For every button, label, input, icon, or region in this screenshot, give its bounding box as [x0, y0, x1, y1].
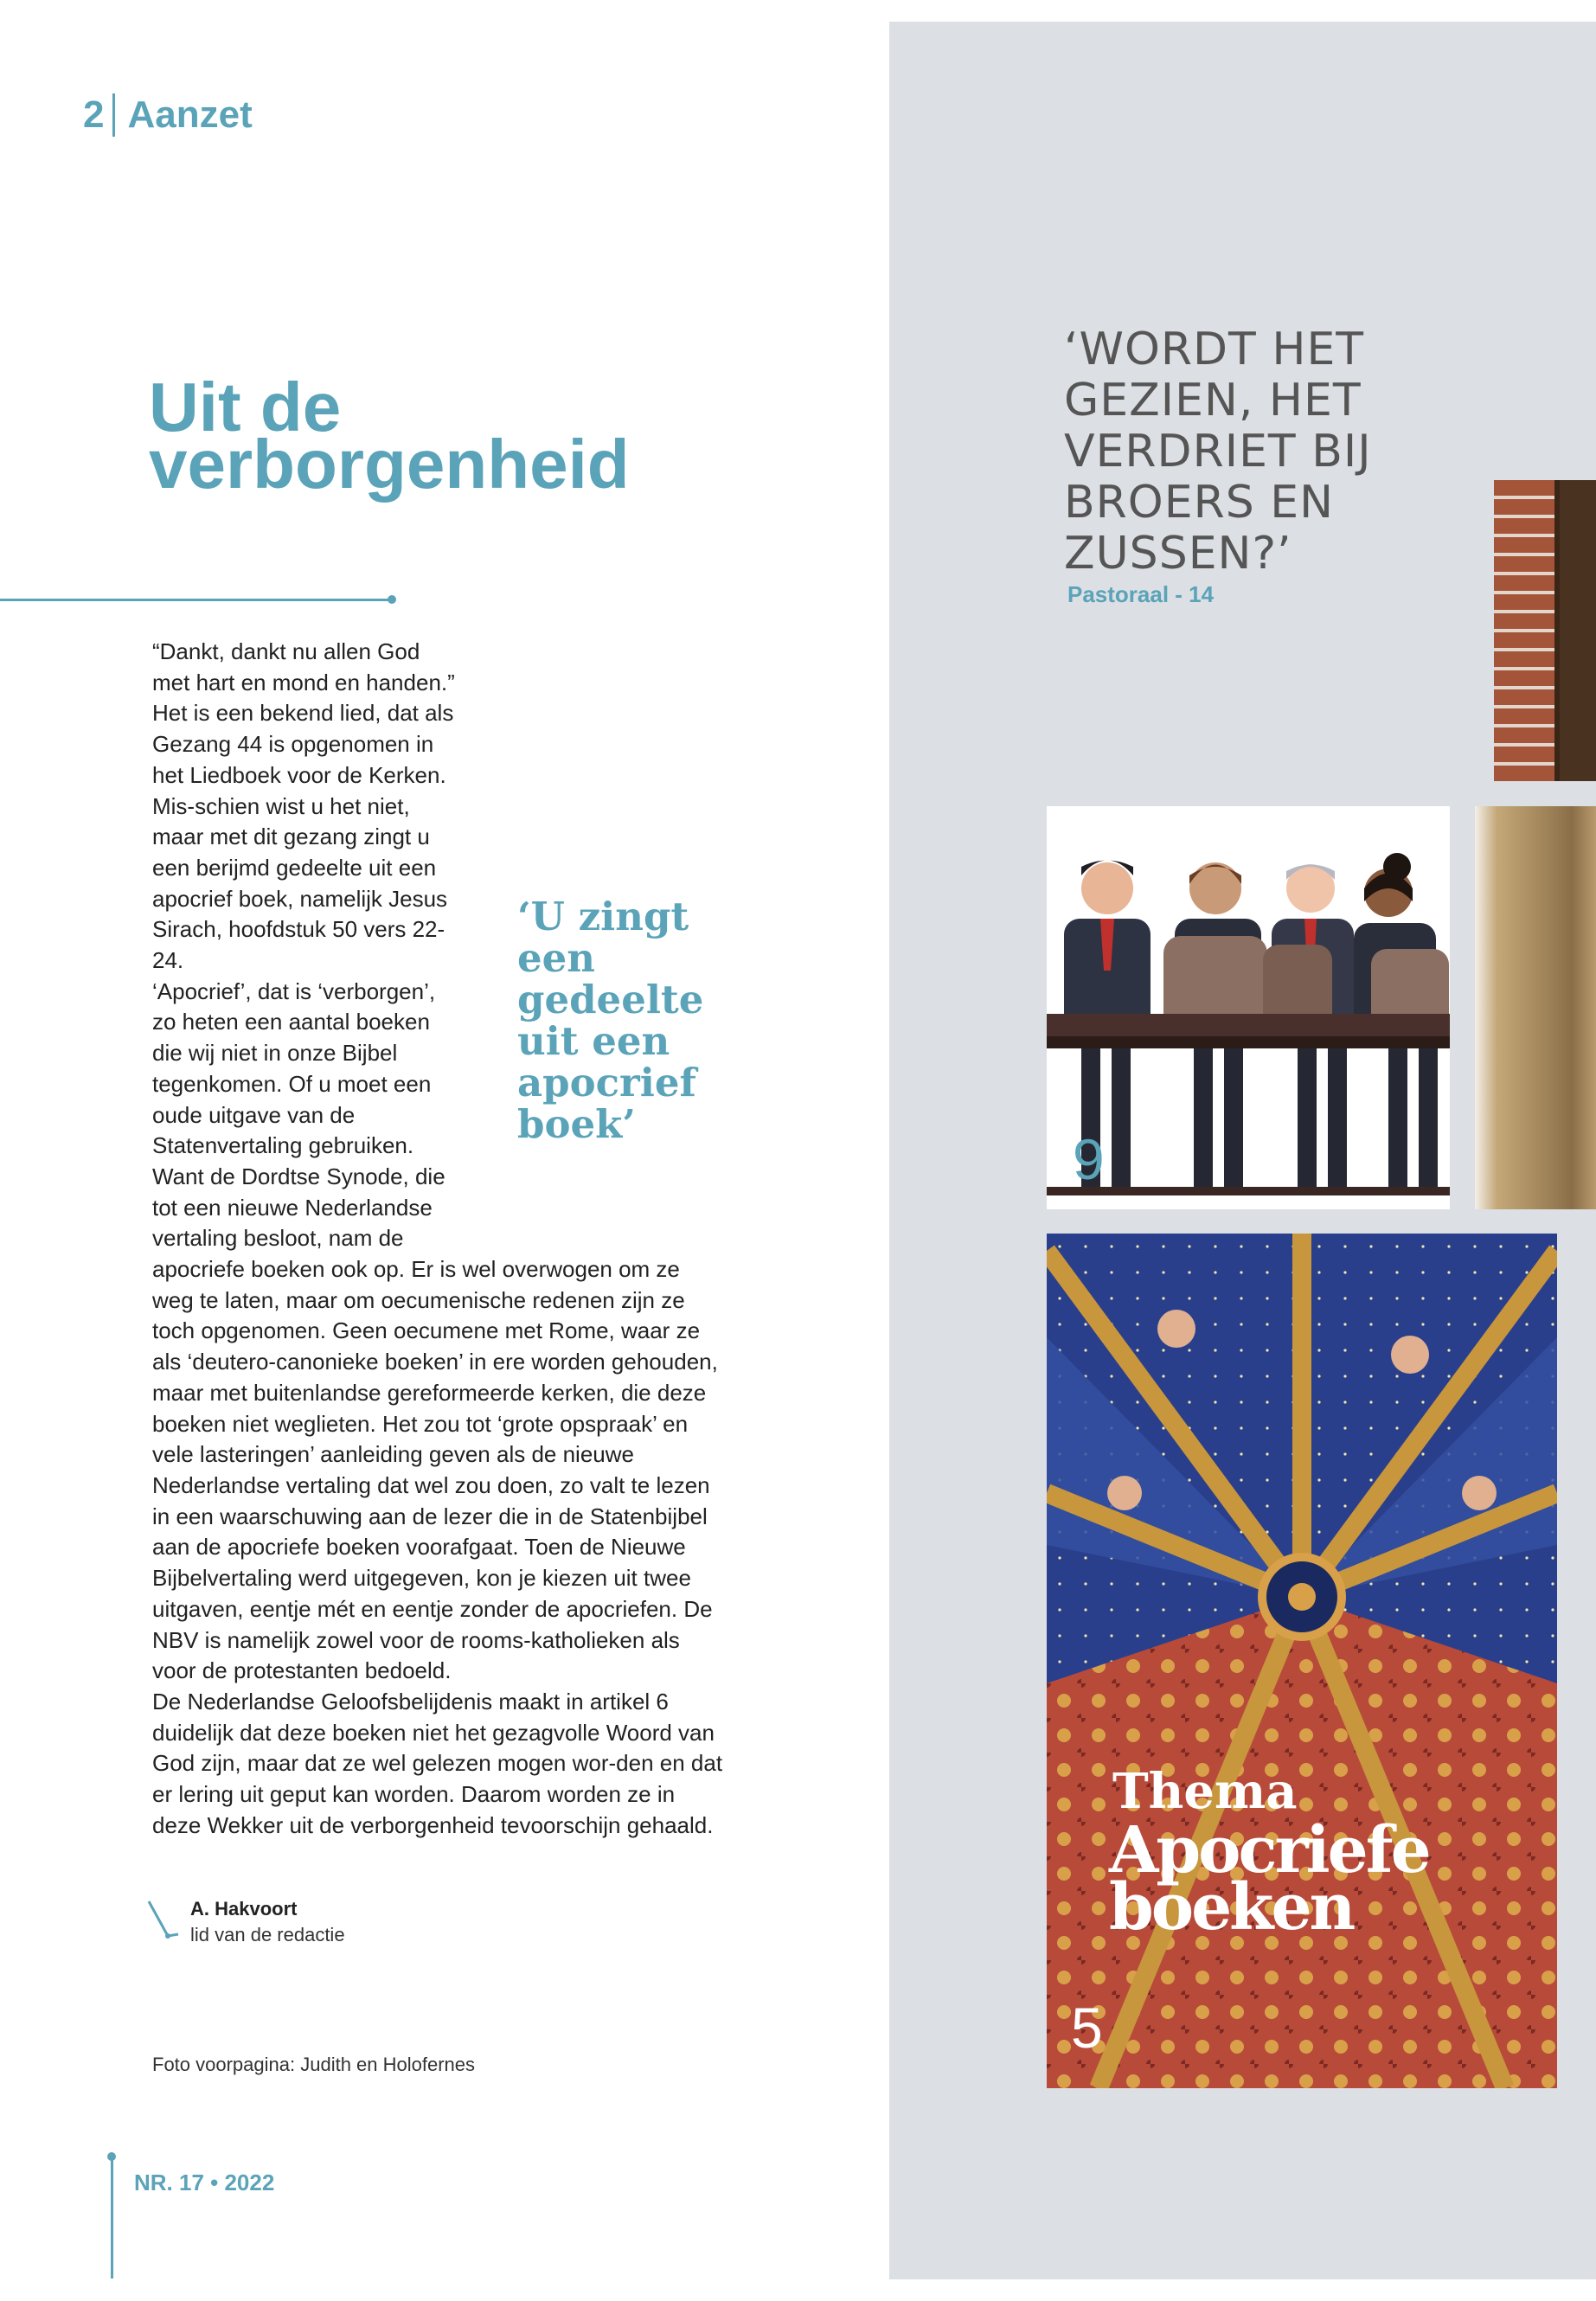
page-number: 2 — [83, 93, 105, 136]
title-divider-dot — [388, 595, 396, 604]
theme-page-number: 5 — [1071, 1996, 1103, 2060]
ceiling-cover-thumbnail[interactable] — [1047, 1234, 1557, 2088]
sidebar-quote-ref: Pastoraal - 14 — [1067, 581, 1215, 607]
section-name: Aanzet — [127, 93, 253, 136]
title-line-1: Uit de — [149, 369, 342, 445]
author-arrow-icon — [145, 1898, 180, 1950]
sidebar-quote: ‘WORDT HET GEZIEN, HET VERDRIET BIJ BROERS EN ZUSSEN?’ — [1064, 324, 1372, 580]
title-line-2: verborgenheid — [149, 426, 630, 503]
footer-rule-dot — [107, 2152, 116, 2161]
meeting-thumbnail[interactable] — [1047, 806, 1450, 1209]
theme-title: Apocriefe boeken — [1109, 1813, 1429, 1945]
paragraph-2: ‘Apocrief’, dat is ‘verborgen’, zo heten een aantal boeken die wij niet in onze Bijbel tegenkomen. Of u moet een oude uitgave van de Statenvertaling gebruiken. Want de Dordtse Synode, die tot een nieuwe Nederlandse vertaling besloot, nam de apocriefe boeken ook op. Er is wel overwogen om ze weg te laten, maar om oecumenische redenen zijn ze toch opgenomen. Geen oecumene met Rome, waar ze als ‘deutero-canonieke boeken’ in ere worden gehouden, maar met buitenlandse gereformeerde kerken, die deze boeken niet weglieten. Het zou tot ‘grote opspraak’ en vele lasteringen’ aanleiding geven als de nieuwe Nederlandse vertaling dat wel zou doen, zo valt te lezen in een waarschuwing aan de lezer die in de Statenbijbel aan de apocriefe boeken voorafgaat. Toen de Nieuwe Bijbelvertaling werd uitgegeven, kon je kiezen uit twee uitgaven, eentje mét en eentje zonder de apocriefen. De NBV is namelijk zowel voor de rooms-katholieken als voor de protestanten bedoeld. — [152, 977, 718, 1684]
person-1 — [1064, 861, 1151, 1041]
issue-number: NR. 17 • 2022 — [134, 2170, 275, 2195]
header-separator — [112, 93, 115, 137]
author-name: A. Hakvoort — [190, 1898, 298, 1920]
meeting-illustration — [1047, 806, 1450, 1209]
paragraph-1: “Dankt, dankt nu allen God met hart en mond en handen.” Het is een bekend lied, dat als Gezang 44 is opgenomen in het Liedboek voor de Kerken. Mis-schien wist u het niet, maar met dit gezang zingt u een berijmd gedeelte uit een apocrief boek, namelijk Jesus Sirach, hoofdstuk 50 vers 22-24. — [152, 638, 455, 974]
page-header — [83, 93, 253, 137]
article-body — [152, 637, 723, 1841]
brick-door-thumbnail[interactable] — [1494, 480, 1596, 781]
pull-quote: ‘U zingt een gedeelte uit een apocrief boek’ — [517, 894, 704, 1147]
article-title — [149, 369, 754, 503]
photo-credit: Foto voorpagina: Judith en Holofernes — [152, 2054, 476, 2075]
meeting-page-number: 9 — [1073, 1127, 1105, 1191]
paragraph-3: De Nederlandse Geloofsbelijdenis maakt in artikel 6 duidelijk dat deze boeken niet het gezagvolle Woord van God zijn, maar dat ze wel gelezen mogen wor-den en dat er lering uit geput kan worden. Daarom worden ze in deze Wekker uit de verborgenheid tevoorschijn gehaald. — [152, 1688, 723, 1838]
theme-label: Thema — [1112, 1763, 1298, 1820]
title-divider — [0, 599, 394, 601]
ceiling-painting — [1047, 1234, 1557, 2088]
footer-rule — [111, 2156, 113, 2279]
author-role: lid van de redactie — [190, 1924, 345, 1945]
scroll-thumbnail[interactable] — [1475, 806, 1596, 1209]
door-image — [1554, 480, 1596, 781]
